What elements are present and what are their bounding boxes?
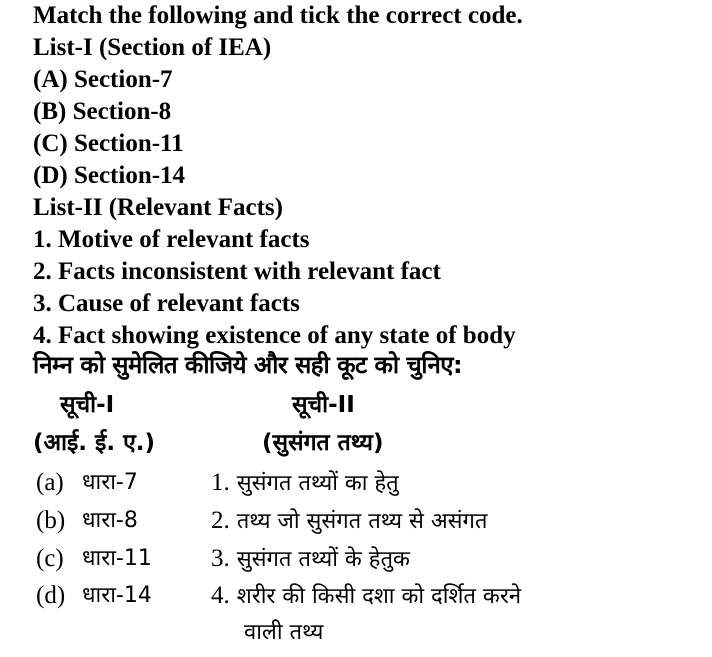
hindi-list2-head: सूची-II bbox=[292, 392, 355, 418]
list1-title: List-I (Section of IEA) bbox=[33, 34, 272, 61]
row-fact-number: 2. bbox=[211, 507, 230, 534]
list2-title: List-II (Relevant Facts) bbox=[33, 194, 283, 221]
list2-item: 2. Facts inconsistent with relevant fact bbox=[33, 258, 441, 285]
row-label: (a) bbox=[36, 469, 64, 496]
list2-item: 4. Fact showing existence of any state of body bbox=[33, 322, 516, 349]
row-section: धारा-8 bbox=[82, 508, 138, 533]
list1-item: (D) Section-14 bbox=[33, 162, 186, 189]
list1-item: (B) Section-8 bbox=[33, 98, 172, 125]
row-fact-number: 1. bbox=[211, 469, 230, 496]
row-fact-text: सुसंगत तथ्यों का हेतु bbox=[236, 471, 399, 496]
hindi-list1-sub: (आई. ई. ए.) bbox=[33, 430, 156, 456]
row-label: (c) bbox=[36, 545, 64, 572]
row4-continuation: वाली तथ्य bbox=[244, 620, 324, 645]
hindi-list2-sub: (सुसंगत तथ्य) bbox=[262, 430, 384, 456]
list2-item: 1. Motive of relevant facts bbox=[33, 226, 310, 253]
row-fact bbox=[211, 540, 410, 579]
row-fact bbox=[211, 464, 399, 503]
row-fact-text: तथ्य जो सुसंगत तथ्य से असंगत bbox=[236, 509, 488, 534]
row-fact bbox=[211, 502, 487, 541]
row-fact bbox=[211, 577, 521, 616]
list2-item: 3. Cause of relevant facts bbox=[33, 290, 300, 317]
row-section: धारा-14 bbox=[82, 583, 152, 608]
row-fact-text: शरीर की किसी दशा को दर्शित करने bbox=[236, 584, 522, 609]
row-section: धारा-7 bbox=[82, 470, 138, 495]
row-fact-number: 3. bbox=[211, 545, 230, 572]
list1-item: (C) Section-11 bbox=[33, 130, 184, 157]
row-section: धारा-11 bbox=[82, 546, 152, 571]
row-label: (b) bbox=[36, 507, 66, 534]
hindi-instruction: निम्न को सुमेलित कीजिये और सही कूट को चुनिए: bbox=[33, 351, 463, 379]
hindi-list1-head: सूची-I bbox=[60, 392, 115, 418]
list1-item: (A) Section-7 bbox=[33, 66, 173, 93]
english-instruction: Match the following and tick the correct code. bbox=[33, 2, 523, 29]
row-fact-number: 4. bbox=[211, 582, 230, 609]
row-label: (d) bbox=[36, 582, 66, 609]
row-fact-text: सुसंगत तथ्यों के हेतुक bbox=[236, 547, 410, 572]
